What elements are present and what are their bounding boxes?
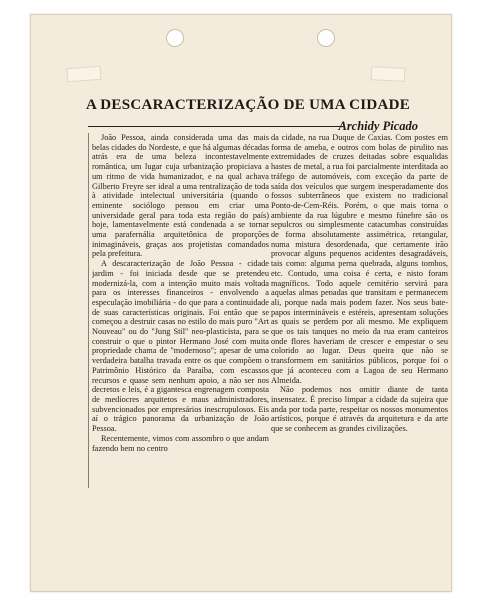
paragraph: Recentemente, vimos com assombro o que andam fazendo bem no centro — [92, 433, 269, 453]
paragraph: João Pessoa, ainda considerada uma das mais belas cidades do Nordeste, e que há algumas décadas atrás era de uma beleza incontestavelmente romântica, um lugar cuja urbanização propiciava a um ritmo de vida humanizador, e na qual achava Gilberto Freyre ser ideal a uma rentralização de toda à atividade intelectual universitária (quando o eminente sociólogo pensou em criar uma universidade geral para toda esta região do país) hoje, lamentavelmente está condenada a se tornar uma parafernália arquitetônica de proporções inimagináveis, graças aos projetistas comandados pela prefeitura. — [92, 133, 269, 259]
paragraph: da cidade, na rua Duque de Caxias. Com postes em forma de ameba, e outros com bolas de pirulito nas extremidades de cruzes deitadas sobre esqualidas hastes de metal, a rua foi parcialmente interditada ao tráfego de automóveis, com exceção da parte de saída dos veículos que surgem inesperadamente dos fossos subterrâneos que existem no tradicional Ponto-de-Cem-Réis. Porém, o que mais torna o ambiente da rua lúgubre e mesmo fúnebre são os sepulcros ou simplesmente catacumbas construídas de forma absolutamente assimétrica, retangular, numa mistura desordenada, que certamente irão provocar alguns pequenos acidentes desagradáveis, tais como: alguma perna quebrada, alguns tombos, etc. Contudo, uma coisa é certa, e nisto foram magníficos. Todo aquele cemitério servirá para aquelas almas penadas que transitam e permanecem ali, porque nada mais podem fazer. Nos seus bate-papos intermináveis e estéreis, apresentam soluções as quais se perdem por ali mesmo. Me expliquem que os tais tanques no meio da rua eram canteiros onde flores haveriam de crescer e empestar o seu colorido ao lugar. Deus queira que não se transformem em sanitários públicos, porque foi o que já aconteceu com a Lagoa de seu Hermano Almeida. — [271, 133, 448, 385]
title-rule — [88, 126, 343, 127]
punch-hole — [166, 29, 184, 47]
tape-strip — [67, 66, 102, 82]
article-byline: Archidy Picado — [338, 119, 418, 133]
tape-strip — [371, 66, 406, 82]
article-column-1 — [92, 133, 269, 491]
column-margin-line — [88, 133, 89, 488]
punch-hole — [317, 29, 335, 47]
paragraph: Não podemos nos omitir diante de tanta insensatez. É preciso limpar a cidade da sujeira que anda por toda parte, respeitar os nossos monumentos artísticos, porque é através da arquitetura e da arte que se conhecem as grandes civilizações. — [271, 385, 448, 434]
paragraph: A descaracterização de João Pessoa - cidade jardim - foi iniciada desde que se pretendeu modernizá-la, com a intenção muito mais voltada para os interesses financeiros - envolvendo a especulação imobiliária - do que para a continuidade de suas características originais. Foi então que se começou a destruir casas no estilo do mais puro "Art Nouveau" ou do "Jung Stil" neo-plasticista, para se construir o que o pintor Hermano José com muita propriedade chama de "modernoso"; apesar de uma verdadeira batalha travada entre os que compõem o Patrimônio Histórico da Paraíba, com escassos recursos e quase sem nenhum apoio, a não ser nos decretos e leis, é a gigantesca engrenagem composta de medíocres arquitetos e maus administradores, subvencionados por empresários inescrupulosos. Eis aí o trágico panorama da urbanização de João Pessoa. — [92, 259, 269, 434]
article-title: A DESCARACTERIZAÇÃO DE UMA CIDADE — [85, 97, 411, 113]
article-column-2 — [271, 133, 448, 491]
